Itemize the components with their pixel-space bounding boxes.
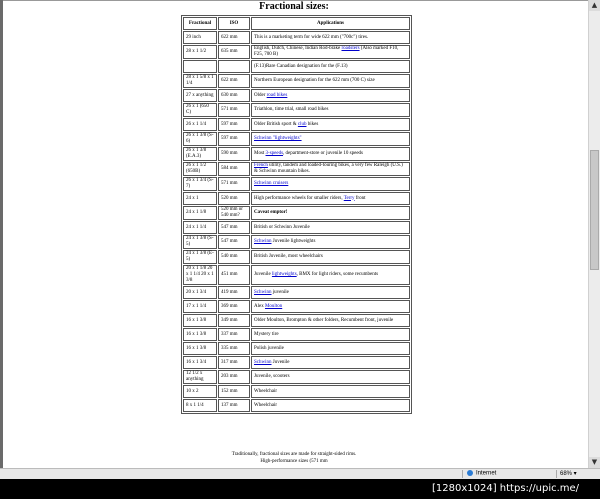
row-link[interactable]: lightweights (271, 272, 297, 277)
cell-applications: Older Moulton, Brompton & other folders, Recumbent front, juvenile (251, 314, 410, 327)
cell-fractional: 12 1/2 x anything (183, 370, 217, 384)
row-link[interactable]: Moulton (264, 303, 283, 309)
row-link[interactable]: roadsters (341, 46, 360, 51)
cell-fractional: 20 x 1 1/8 20 x 1 1/4 20 x 1 3/8 (183, 265, 217, 285)
cell-fractional: 17 x 1 1/4 (183, 300, 217, 313)
cell-iso: 630 mm (218, 89, 250, 102)
cell-fractional: 24 x 1 3/8 (E-5) (183, 250, 217, 264)
table-row (183, 192, 410, 205)
cell-fractional: 16 x 1 3/8 (183, 328, 217, 341)
left-edge (0, 0, 3, 479)
cell-applications: Schwinn Juvenile (251, 356, 410, 369)
cell-fractional: 26 x 1 1/2 (650B) (183, 162, 217, 176)
cell-iso: 571 mm (218, 177, 250, 191)
cell-iso: 571 mm (218, 103, 250, 117)
cell-fractional: 27 x anything (183, 89, 217, 102)
image-caption: [1280x1024] https://upic.me/ (432, 483, 580, 494)
cell-iso: 584 mm (218, 162, 250, 176)
cell-applications: Alex Moulton (251, 300, 410, 313)
cell-iso: 597 mm (218, 132, 250, 146)
cell-applications: (F.13)Rare Canadian designation for the (F.13) (251, 60, 410, 73)
row-link[interactable]: Schwinn "lightweights" (254, 136, 302, 141)
cell-fractional: 20 x 1 3/4 (183, 286, 217, 299)
security-zone (462, 470, 542, 478)
table-row (183, 300, 410, 313)
cell-iso: 137 mm (218, 399, 250, 412)
table-row (183, 118, 410, 131)
row-link[interactable]: Terry (343, 195, 355, 201)
table-row (183, 89, 410, 102)
cell-applications: High performance wheels for smaller riders, Terry front (251, 192, 410, 205)
table-row (183, 162, 410, 176)
row-link[interactable]: road bikes (266, 92, 288, 98)
table-row (183, 385, 410, 398)
cell-applications: Schwinn Juvenile lightweights (251, 235, 410, 249)
row-link[interactable]: 3-speeds (265, 151, 284, 156)
cell-iso: 335 mm (218, 342, 250, 355)
zoom-label: 68% (560, 471, 573, 477)
cell-applications: English, Dutch, Chinese, Indian Rod-brake roadsters (Also marked F10, F25, 700 B) (251, 45, 410, 59)
cell-applications: Wheelchair (251, 385, 410, 398)
row-link[interactable]: Schwinn (254, 239, 272, 244)
table-row (183, 399, 410, 412)
cell-applications: Mystery tire (251, 328, 410, 341)
status-bar (0, 468, 600, 479)
cell-iso: 369 mm (218, 300, 250, 313)
cell-fractional: 8 x 1 1/4 (183, 399, 217, 412)
vertical-scrollbar[interactable] (588, 0, 600, 468)
cell-fractional: 24 x 1 1/4 (183, 221, 217, 234)
cell-fractional (183, 60, 217, 73)
cell-fractional: 16 x 1 3/4 (183, 356, 217, 369)
cell-applications (251, 132, 410, 146)
table-row (183, 177, 410, 191)
cell-fractional: 16 x 1 3/8 (183, 314, 217, 327)
cell-applications: British Juvenile, most wheelchairs (251, 250, 410, 264)
cell-iso: 203 mm (218, 370, 250, 384)
cell-iso: 451 mm (218, 265, 250, 285)
zone-label: Internet (476, 470, 497, 477)
row-link[interactable]: club (297, 121, 307, 127)
cell-fractional: 16 x 1 3/8 (183, 342, 217, 355)
cell-applications: Polish juvenile (251, 342, 410, 355)
footnote-line-1: Traditionally, fractional sizes are made for straight-sided rims. (231, 452, 357, 457)
table-row (183, 132, 410, 146)
table-body (183, 31, 410, 412)
table-row (183, 31, 410, 44)
cell-iso: 590 mm (218, 147, 250, 161)
scroll-down-arrow-icon[interactable]: ▼ (589, 457, 600, 468)
cell-iso: 317 mm (218, 356, 250, 369)
table-row (183, 235, 410, 249)
cell-applications: Triathlon, time trial, small road bikes (251, 103, 410, 117)
cell-iso: 337 mm (218, 328, 250, 341)
cell-fractional: 10 x 2 (183, 385, 217, 398)
cell-fractional: 28 x 1 5/8 x 1 1/4 (183, 74, 217, 88)
cell-fractional: 26 x 1 3/4 (S-7) (183, 177, 217, 191)
cell-iso: 520 mm (218, 192, 250, 205)
row-link[interactable]: Schwinn (254, 289, 272, 295)
table-row (183, 250, 410, 264)
cell-fractional: 26 x 1 (650 C) (183, 103, 217, 117)
row-link[interactable]: French (254, 163, 268, 168)
table-row (183, 286, 410, 299)
cell-applications: Most 3-speeds, department-store or juvenile 10 speeds (251, 147, 410, 161)
row-link[interactable]: Schwinn (254, 359, 272, 365)
cell-applications: Juvenile lightweights, BMX for light riders, some recumbents (251, 265, 410, 285)
cell-iso: 419 mm (218, 286, 250, 299)
cell-iso: 635 mm (218, 45, 250, 59)
tire-size-table (181, 15, 412, 414)
cell-fractional: 26 x 1 1/4 (183, 118, 217, 131)
footnote-line-2: High-performance sizes (571 mm (260, 459, 328, 464)
table-row (183, 342, 410, 355)
cell-applications: British or Schwinn Juvenile (251, 221, 410, 234)
cell-fractional: 24 x 1 3/8 (S-5) (183, 235, 217, 249)
cell-applications: Older British sport & club bikes (251, 118, 410, 131)
header-fractional: Fractional (183, 17, 217, 30)
cell-applications: This is a marketing term for wide 622 mm ("700c") tires. (251, 31, 410, 44)
page-title: Fractional sizes: (259, 1, 329, 12)
cell-applications: Older road bikes (251, 89, 410, 102)
table-row (183, 147, 410, 161)
row-link[interactable]: Schwinn cruisers (254, 181, 289, 186)
table-row (183, 45, 410, 59)
cell-iso: 622 mm (218, 31, 250, 44)
zoom-control[interactable]: 68% ▾ (556, 470, 600, 478)
cell-fractional: 26 x 1 3/8 (E.A.3) (183, 147, 217, 161)
header-iso: ISO (218, 17, 250, 30)
table-row (183, 356, 410, 369)
cell-iso: 597 mm (218, 118, 250, 131)
cell-fractional: 28 x 1 1/2 (183, 45, 217, 59)
cell-iso: 547 mm (218, 221, 250, 234)
cell-applications: Schwinn juvenile (251, 286, 410, 299)
table-row (183, 103, 410, 117)
cell-iso: 622 mm (218, 74, 250, 88)
cell-fractional: 26 x 1 3/8 (S-6) (183, 132, 217, 146)
table-row (183, 265, 410, 285)
table-row (183, 328, 410, 341)
table-row (183, 221, 410, 234)
table-row (183, 74, 410, 88)
globe-icon (467, 470, 473, 476)
cell-applications: Wheelchair (251, 399, 410, 412)
table-row (183, 370, 410, 384)
cell-applications (251, 177, 410, 191)
cell-applications: Northern European designation for the 622 mm (700 C) size (251, 74, 410, 88)
header-applications: Applications (251, 17, 410, 30)
cell-applications: French utility, tandem and loaded-touring bikes, a very few Raleigh (U.S.) & Schwinn mountain bikes. (251, 162, 410, 176)
cell-fractional: 24 x 1 (183, 192, 217, 205)
cell-iso: 547 mm (218, 235, 250, 249)
table-header-row (183, 17, 410, 30)
cell-iso: 349 mm (218, 314, 250, 327)
scroll-up-arrow-icon[interactable]: ▲ (589, 0, 600, 11)
scroll-thumb[interactable] (590, 150, 599, 270)
cell-iso: 520 mm or 540 mm? (218, 206, 250, 220)
table-row (183, 206, 410, 220)
cell-fractional: 29 inch (183, 31, 217, 44)
cell-fractional: 24 x 1 1/8 (183, 206, 217, 220)
table-row (183, 60, 410, 73)
table-row (183, 314, 410, 327)
cell-iso (218, 60, 250, 73)
cell-applications: Juvenile, scooters (251, 370, 410, 384)
cell-iso: 152 mm (218, 385, 250, 398)
cell-iso: 540 mm (218, 250, 250, 264)
cell-applications: Caveat emptor! (251, 206, 410, 220)
